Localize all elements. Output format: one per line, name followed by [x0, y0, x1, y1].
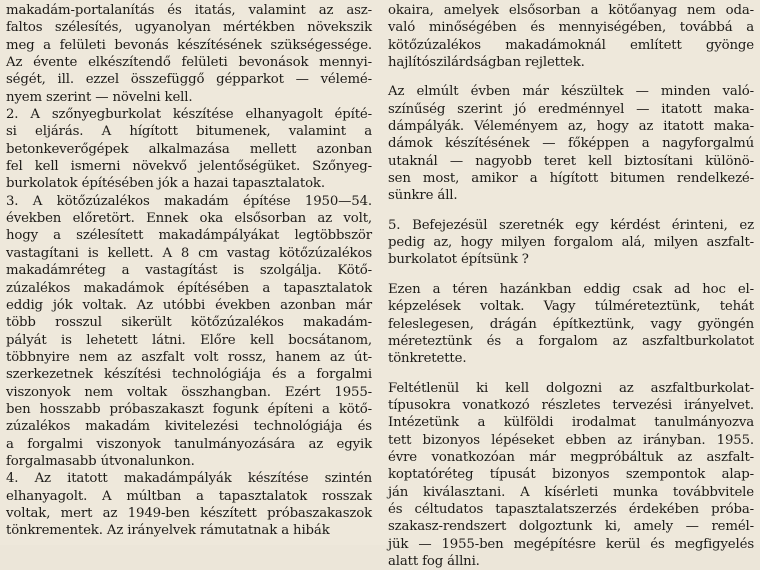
text-line: sen most, amikor a hígított bitumen rendelkezé- [388, 171, 754, 187]
paragraph-gap [388, 368, 754, 380]
text-line: eddig jók voltak. Az utóbbi években azonban már [6, 297, 372, 313]
left-text-column [6, 2, 372, 540]
text-line: dámok készítésének — főképpen a nagyforgalmú [388, 136, 754, 152]
text-line: okaira, amelyek elsősorban a kötőanyag nem oda- [388, 3, 754, 18]
text-line: feleslegesen, drágán építkeztünk, vagy gyöngén [388, 316, 754, 332]
paragraph-gap [388, 71, 754, 83]
text-line: hogy a szélesített makadámpályákat legtöbbször [6, 228, 372, 244]
paragraph [388, 83, 754, 204]
text-line: és céltudatos tapasztalatszerzés érdekében próba- [388, 501, 754, 517]
text-line: nyem szerint — növelni kell. [6, 89, 193, 105]
text-line: Feltétlenül ki kell dolgozni az aszfaltburkolat- [388, 380, 754, 396]
text-line: ben hosszabb próbaszakaszt fogunk építeni a kötő- [6, 401, 372, 417]
text-line: faltos szélesítés, ugyanolyan mértékben növekszik [6, 20, 372, 36]
text-line: forgalmasabb útvonalunkon. [6, 453, 195, 469]
paragraph [388, 380, 754, 570]
text-line: elhanyagolt. A múltban a tapasztalatok rosszak [6, 488, 372, 504]
paragraph [388, 217, 754, 269]
text-line: évre vonatkozóan már megpróbáltuk az aszfalt- [388, 449, 754, 465]
text-line: burkolatok építésében jók a hazai tapasztalatok. [6, 176, 325, 192]
text-line: meg a felületi bevonás készítésének szükségessége. [6, 37, 372, 53]
text-line: makadám-portalanítás és itatás, valamint az asz- [6, 3, 372, 18]
text-line: szakasz-rendszert dolgoztunk ki, amely — remél- [388, 519, 754, 535]
text-line: Ezen a téren hazánkban eddig csak ad hoc el- [388, 281, 754, 297]
text-line: sünkre áll. [388, 188, 458, 204]
paragraph [6, 193, 372, 471]
text-line: pályát is lehetett látni. Előre kell bocsátanom, [6, 332, 372, 348]
text-line: si eljárás. A hígított bitumenek, valamint a [6, 124, 372, 140]
text-line: koptatóréteg típusát bizonyos szempontok alap- [388, 467, 754, 483]
text-line: 5. Befejezésül szeretnék egy kérdést érinteni, ez [388, 217, 754, 233]
text-line: szerkezetnek készítési technológiája és a forgalmi [6, 367, 372, 383]
text-line: Az évente elkészítendő felületi bevonások mennyi- [6, 55, 372, 71]
text-line: kötőzúzalékos makadámoknál említett gyönge [388, 37, 754, 53]
paragraph [6, 106, 372, 193]
text-line: több rosszul sikerült kötőzúzalékos makadám- [6, 315, 372, 331]
text-line: voltak, mert az 1949-ben készített próbaszakaszok [6, 505, 372, 521]
text-line: 4. Az itatott makadámpályák készítése szintén [6, 471, 372, 487]
text-line: utaknál — nagyobb teret kell biztosítani különö- [388, 153, 754, 169]
text-line: képzelések voltak. Vagy túlméreteztünk, tehát [388, 299, 754, 315]
text-line: színűség szerint jó eredménnyel — itatott maka- [388, 101, 754, 117]
text-line: zúzalékos makadám kivitelezési technológiája és [6, 419, 372, 435]
text-line: vastagítani is kellett. A 8 cm vastag kötőzúzalékos [6, 245, 372, 261]
text-line: 3. A kötőzúzalékos makadám építése 1950—54. [6, 193, 372, 209]
text-line: ségét, ill. ezzel összefüggő gépparkot — vélemé- [6, 72, 372, 88]
text-line: tett bizonyos lépéseket ebben az irányban. 1955. [388, 432, 754, 448]
text-line: Intézetünk a külföldi irodalmat tanulmányozva [388, 415, 754, 431]
paragraph-gap [388, 205, 754, 217]
text-line: makadámréteg a vastagítást is szolgálja. Kötő- [6, 263, 372, 279]
text-line: típusokra vonatkozó részletes tervezési irányelvet. [388, 397, 754, 413]
text-line: ján kiválasztani. A kísérleti munka továbbvitele [388, 484, 754, 500]
text-line: pedig az, hogy milyen forgalom alá, milyen aszfalt- [388, 235, 754, 251]
text-line: való minőségében és mennyiségében, továbbá a [388, 20, 754, 36]
paragraph [6, 2, 372, 106]
text-line: többnyire nem az aszfalt volt rossz, hanem az út- [6, 349, 372, 365]
text-line: tönkrementek. Az irányelvek rámutatnak a hibák [6, 523, 330, 539]
text-line: a forgalmi viszonyok tanulmányozására az egyik [6, 436, 372, 452]
text-line: jük — 1955-ben megépítésre kerül és megfigyelés [388, 536, 754, 552]
text-line: tönkretette. [388, 351, 467, 367]
text-line: években előretört. Ennek oka elsősorban az volt, [6, 211, 372, 227]
text-line: zúzalékos makadámok építésében a tapasztalatok [6, 280, 372, 296]
text-line: Az elmúlt évben már készültek — minden való- [388, 84, 754, 100]
text-line: méreteztünk és a forgalom az aszfaltburkolatot [388, 333, 754, 349]
text-line: hajlítószilárdságban rejlettek. [388, 55, 585, 71]
text-line: betonkeverőgépek alkalmazása mellett azonban [6, 141, 372, 157]
paragraph [388, 2, 754, 71]
text-line: dámpályák. Véleményem az, hogy az itatott maka- [388, 119, 754, 135]
text-line: 2. A szőnyegburkolat készítése elhanyagolt építé- [6, 107, 372, 123]
paragraph [6, 470, 372, 539]
text-line: viszonyok nem voltak összhangban. Ezért 1955- [6, 384, 372, 400]
paragraph [388, 281, 754, 368]
text-line: fel kell ismerni növekvő jelentőségüket. Szőnyeg- [6, 159, 372, 175]
text-line: burkolatot építsünk ? [388, 252, 529, 268]
right-text-column [388, 2, 754, 570]
paragraph-gap [388, 269, 754, 281]
text-line: alatt fog állni. [388, 553, 480, 569]
